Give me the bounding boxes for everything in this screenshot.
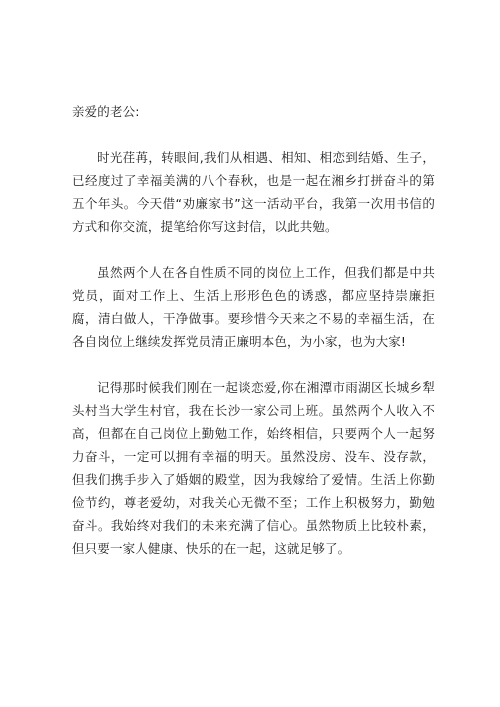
letter-paragraph-3: 记得那时候我们刚在一起谈恋爱,你在湘潭市雨湖区长城乡犁头村当大学生村官，我在长沙一家公司上班。虽然两个人收入不高，但都在自己岗位上勤勉工作，始终相信，只要两个人一起努力奋斗，一定可以拥有幸福的明天。虽然没房、没车、没存款，但我们携手步入了婚姻的殿堂，因为我嫁给了爱情。生活上你勤俭节约，尊老爱幼，对我关心无微不至；工作上积极努力，勤勉奋斗。我始终对我们的未来充满了信心。虽然物质上比较朴素，但只要一家人健康、快乐的在一起，这就足够了。	[72, 380, 435, 556]
letter-paragraph-1: 时光荏苒，转眼间,我们从相遇、相知、相恋到结婚、生子，已经度过了幸福美满的八个春秋，也是一起在湘乡打拼奋斗的第五个年头。今天借“劝廉家书”这一活动平台，我第一次用书信的方式和你交流，提笔给你写这封信，以此共勉。	[72, 150, 435, 234]
letter-paragraph-2: 虽然两个人在各自性质不同的岗位上工作，但我们都是中共党员，面对工作上、生活上形形色色的诱惑，都应坚持崇廉拒腐，清白做人，干净做事。要珍惜今天来之不易的幸福生活，在各自岗位上继续发挥党员清正廉明本色，为小家，也为大家!	[72, 265, 435, 349]
letter-body	[72, 100, 435, 583]
letter-salutation: 亲爱的老公:	[72, 104, 140, 119]
